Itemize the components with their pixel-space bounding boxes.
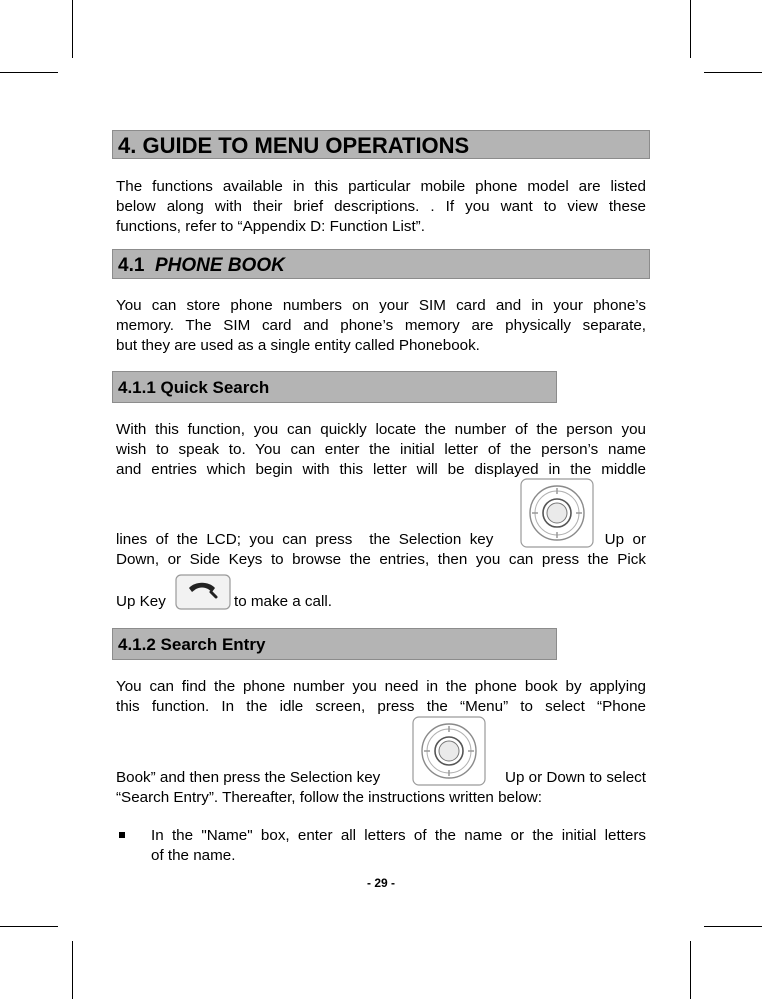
crop-mark <box>704 72 762 73</box>
search-entry-line <box>116 716 646 791</box>
selection-key-icon <box>520 478 594 554</box>
text-line: The functions available in this particular mobile phone model are listed <box>116 178 646 195</box>
section-heading-bar <box>112 249 650 279</box>
chapter-heading-bar <box>112 130 650 159</box>
pick-up-key-icon <box>175 574 231 616</box>
section-number: 4.1 <box>118 255 145 276</box>
quick-search-line <box>116 478 646 553</box>
crop-mark <box>72 0 73 58</box>
quick-search-paragraph <box>116 420 646 480</box>
subsection-title: 4.1.1 Quick Search <box>118 378 270 397</box>
text-line: You can find the phone number you need in the phone book by applying <box>116 678 646 695</box>
section-title: PHONE BOOK <box>154 255 285 276</box>
chapter-title: 4. GUIDE TO MENU OPERATIONS <box>118 133 470 158</box>
text-fragment: Up Key <box>116 593 166 610</box>
subsection-title: 4.1.2 Search Entry <box>118 635 266 654</box>
text-line: wish to speak to. You can enter the initial letter of the person’s name <box>116 441 646 458</box>
text-line: of the name. <box>151 847 236 864</box>
text-fragment: to make a call. <box>234 593 332 610</box>
text-line: below along with their brief descriptions. . If you want to view these <box>116 198 646 215</box>
text-line: You can store phone numbers on your SIM card and in your phone’s <box>116 297 646 314</box>
bullet-item <box>151 826 646 866</box>
crop-mark <box>690 941 691 999</box>
text-line: and entries which begin with this letter will be displayed in the middle <box>116 461 646 478</box>
crop-mark <box>0 926 58 927</box>
page-number: - 29 - <box>366 876 395 890</box>
text-line: this function. In the idle screen, press the “Menu” to select “Phone <box>116 698 646 715</box>
text-fragment: Book” and then press the Selection key <box>116 769 381 786</box>
subsection-heading-bar <box>112 628 557 660</box>
text-fragment: Up or Down to select <box>505 769 646 786</box>
text-fragment: lines of the LCD; you can press the Selection key <box>116 531 494 548</box>
search-entry-line <box>116 788 646 808</box>
text-line: memory. The SIM card and phone’s memory are physically separate, <box>116 317 646 334</box>
crop-mark <box>0 72 58 73</box>
selection-key-icon <box>412 716 486 792</box>
bullet-marker <box>119 832 125 838</box>
text-line: “Search Entry”. Thereafter, follow the instructions written below: <box>116 789 542 806</box>
crop-mark <box>72 941 73 999</box>
text-line: but they are used as a single entity called Phonebook. <box>116 337 480 354</box>
text-line: With this function, you can quickly locate the number of the person you <box>116 421 646 438</box>
text-fragment: Up or <box>604 531 646 548</box>
section-heading <box>118 255 285 277</box>
quick-search-line <box>116 550 646 570</box>
crop-mark <box>704 926 762 927</box>
intro-paragraph <box>116 177 646 237</box>
quick-search-line <box>116 570 646 610</box>
text-line: Down, or Side Keys to browse the entries, then you can press the Pick <box>116 551 646 568</box>
phonebook-paragraph <box>116 296 646 356</box>
text-line: In the "Name" box, enter all letters of the name or the initial letters <box>151 827 646 844</box>
crop-mark <box>690 0 691 58</box>
subsection-heading-bar <box>112 371 557 403</box>
search-entry-paragraph <box>116 677 646 717</box>
text-line: functions, refer to “Appendix D: Function List”. <box>116 218 425 235</box>
